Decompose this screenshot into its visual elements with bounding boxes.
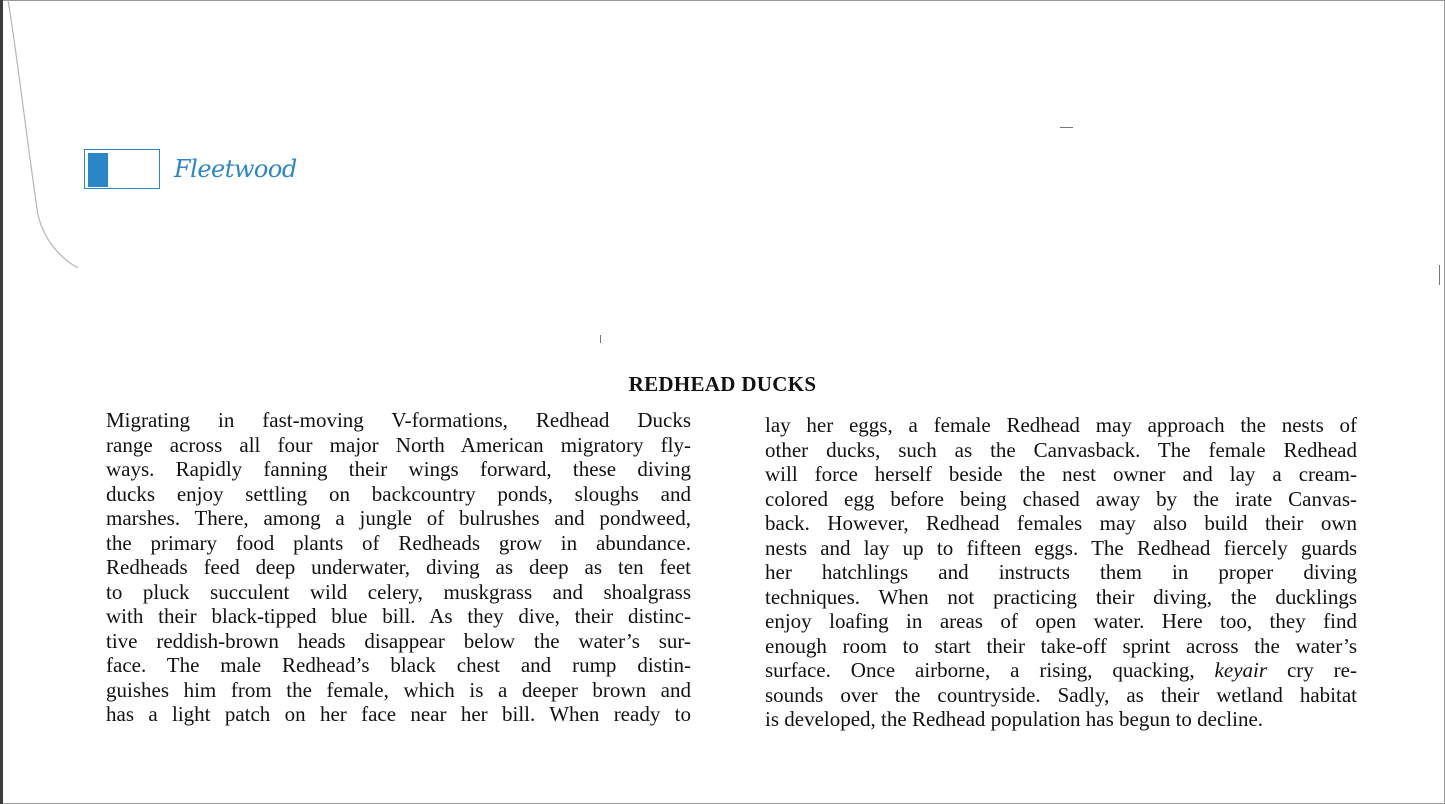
text-line: back. However, Redhead females may also build their own — [765, 511, 1357, 535]
text-line: range across all four major North American migratory fly- — [106, 432, 691, 457]
envelope-flap-crease — [0, 0, 120, 290]
text-line: ways. Rapidly fanning their wings forward, these diving — [106, 457, 691, 481]
text-line-mixed — [765, 658, 1357, 683]
text-line: enjoy loafing in areas of open water. Here too, they find — [765, 609, 1357, 633]
text-line: nests and lay up to fifteen eggs. The Redhead fiercely guards — [765, 535, 1357, 560]
article-column-right — [765, 413, 1357, 732]
text-line: guishes him from the female, which is a deeper brown and — [106, 677, 691, 702]
text-line: marshes. There, among a jungle of bulrushes and pondweed, — [106, 506, 691, 530]
text-line: has a light patch on her face near her bill. When ready to — [106, 702, 691, 726]
logo-fill — [88, 153, 108, 187]
text-line: face. The male Redhead’s black chest and rump distin- — [106, 653, 691, 677]
text-line: her hatchlings and instructs them in proper diving — [765, 560, 1357, 584]
paper-speck — [1060, 127, 1073, 128]
text-segment: surface. Once airborne, a rising, quacking, — [765, 658, 1195, 682]
article-column-left — [106, 408, 691, 727]
text-line: lay her eggs, a female Redhead may approach the nests of — [765, 413, 1357, 437]
text-line: tive reddish-brown heads disappear below the water’s sur- — [106, 628, 691, 653]
text-line: colored egg before being chased away by the irate Canvas- — [765, 486, 1357, 511]
text-line: with their black-tipped blue bill. As they dive, their distinc- — [106, 604, 691, 628]
text-line: will force herself beside the nest owner and lay a cream- — [765, 462, 1357, 486]
text-line: is developed, the Redhead population has begun to decline. — [765, 707, 1264, 731]
brand-wordmark: Fleetwood — [174, 155, 297, 183]
text-line: to pluck succulent wild celery, muskgrass and shoalgrass — [106, 579, 691, 604]
text-segment: cry re- — [1286, 658, 1357, 682]
text-line: enough room to start their take-off sprint across the water’s — [765, 633, 1357, 658]
text-line: Migrating in fast-moving V-formations, Redhead Ducks — [106, 408, 691, 432]
paper-speck — [1439, 265, 1440, 285]
paper-speck — [600, 335, 601, 343]
text-line: techniques. When not practicing their diving, the ducklings — [765, 584, 1357, 609]
text-line: ducks enjoy settling on backcountry ponds, sloughs and — [106, 481, 691, 506]
text-line: Redheads feed deep underwater, diving as deep as ten feet — [106, 555, 691, 579]
logo-box-icon — [84, 149, 160, 189]
text-line: the primary food plants of Redheads grow in abundance. — [106, 530, 691, 555]
article-title: REDHEAD DUCKS — [628, 372, 817, 396]
italic-word: keyair — [1214, 658, 1268, 682]
text-line: other ducks, such as the Canvasback. The female Redhead — [765, 437, 1357, 462]
text-line: sounds over the countryside. Sadly, as their wetland habitat — [765, 682, 1357, 707]
brand-logo — [84, 149, 316, 193]
